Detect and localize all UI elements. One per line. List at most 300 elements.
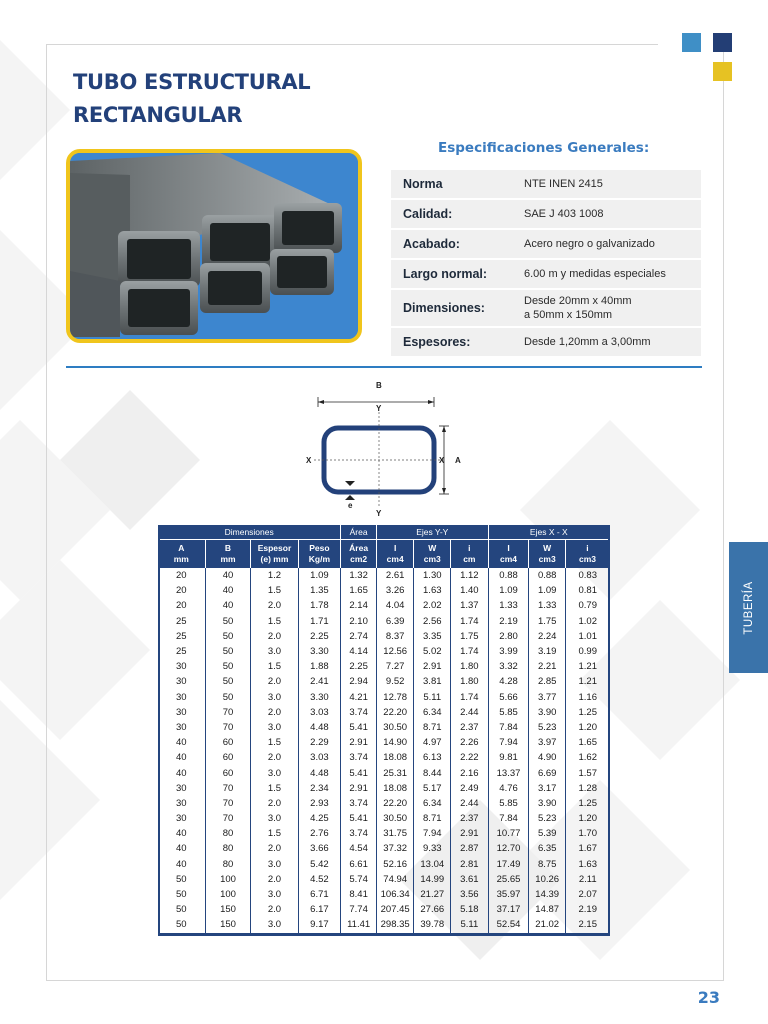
table-cell: 40 — [158, 841, 205, 856]
table-cell: 2.91 — [341, 735, 377, 750]
table-cell: 1.02 — [578, 615, 597, 627]
table-column-header-line: cm4 — [386, 554, 404, 564]
table-cell: 9.81 — [488, 750, 529, 765]
table-cell: 2.80 — [488, 629, 529, 644]
table-cell: 50 — [205, 659, 251, 674]
table-cell: 60 — [205, 750, 251, 765]
table-cell: 4.21 — [341, 690, 377, 705]
table-cell: 1.2 — [251, 568, 298, 583]
spec-value — [513, 294, 701, 322]
table-cell: 2.14 — [341, 598, 377, 613]
decor-square-navy — [713, 33, 732, 52]
table-cell: 2.21 — [529, 659, 566, 674]
table-cell: 5.85 — [488, 796, 529, 811]
table-cell: 5.39 — [529, 826, 566, 841]
table-column-header — [376, 540, 414, 569]
table-cell: 3.0 — [251, 857, 298, 872]
table-cell: 3.74 — [341, 705, 377, 720]
cross-section-diagram — [300, 378, 480, 518]
table-cell: 52.54 — [488, 917, 529, 934]
table-cell: 50 — [205, 690, 251, 705]
table-cell: 14.39 — [529, 887, 566, 902]
table-cell: 70 — [205, 705, 251, 720]
table-cell: 6.34 — [414, 796, 451, 811]
table-row — [158, 917, 610, 934]
table-column-header-line: cm4 — [500, 554, 518, 564]
table-cell: 12.56 — [376, 644, 414, 659]
dimensions-table-wrapper — [158, 525, 610, 936]
specs-table — [391, 170, 701, 358]
label-x-left: X — [306, 456, 312, 465]
table-cell: 1.5 — [251, 735, 298, 750]
table-cell: 7.74 — [341, 902, 377, 917]
table-cell: 8.37 — [376, 629, 414, 644]
table-cell: 2.15 — [565, 917, 609, 934]
table-cell: 40 — [205, 568, 251, 583]
table-cell: 37.17 — [488, 902, 529, 917]
table-cell: 1.30 — [414, 568, 451, 583]
table-cell: 1.32 — [341, 568, 377, 583]
side-tab — [729, 542, 768, 673]
table-cell: 2.37 — [451, 811, 489, 826]
table-row — [158, 811, 610, 826]
table-cell: 6.35 — [529, 841, 566, 856]
product-photo — [66, 149, 362, 343]
table-cell: 30 — [158, 720, 205, 735]
spec-label: Largo normal: — [403, 267, 488, 281]
spec-value-line: a 50mm x 150mm — [524, 309, 613, 321]
spec-row-dimensiones — [391, 290, 701, 326]
table-cell: 4.52 — [298, 872, 341, 887]
table-cell: 30 — [158, 811, 205, 826]
table-cell: 7.84 — [488, 720, 529, 735]
table-row — [158, 902, 610, 917]
table-cell: 40 — [158, 826, 205, 841]
table-column-header — [565, 540, 609, 569]
table-cell: 100 — [205, 872, 251, 887]
table-cell: 1.74 — [451, 614, 489, 629]
table-cell: 50 — [158, 872, 205, 887]
spec-label: Norma — [403, 177, 443, 191]
table-column-header — [414, 540, 451, 569]
table-cell: 5.02 — [414, 644, 451, 659]
spec-row-largo — [391, 260, 701, 288]
table-cell: 1.65 — [341, 583, 377, 598]
table-group-header: Dimensiones — [158, 525, 341, 540]
table-cell: 2.19 — [578, 904, 597, 916]
table-cell: 8.71 — [414, 720, 451, 735]
spec-value-line: 6.00 m y medidas especiales — [524, 268, 666, 280]
table-column-header-line: i — [586, 543, 589, 553]
table-cell: 30.50 — [376, 811, 414, 826]
table-cell: 1.67 — [578, 843, 597, 855]
table-column-header-line: Espesor — [257, 543, 292, 553]
table-cell: 25 — [158, 629, 205, 644]
table-cell: 5.41 — [341, 720, 377, 735]
table-cell: 3.32 — [488, 659, 529, 674]
table-cell: 50 — [158, 887, 205, 902]
table-cell: 2.74 — [341, 629, 377, 644]
table-cell: 3.0 — [251, 644, 298, 659]
table-cell: 30 — [158, 796, 205, 811]
table-cell: 12.78 — [376, 690, 414, 705]
table-cell: 7.94 — [488, 735, 529, 750]
table-column-header — [488, 540, 529, 569]
table-cell: 7.27 — [376, 659, 414, 674]
table-cell: 2.44 — [451, 705, 489, 720]
table-column-header-line: mm — [220, 554, 236, 564]
table-row — [158, 583, 610, 598]
table-cell: 1.20 — [578, 813, 597, 825]
table-cell: 8.44 — [414, 765, 451, 780]
table-cell: 2.02 — [414, 598, 451, 613]
table-cell: 80 — [205, 857, 251, 872]
table-column-header — [251, 540, 298, 569]
table-cell: 106.34 — [376, 887, 414, 902]
table-cell: 2.11 — [578, 873, 597, 885]
table-cell: 2.34 — [298, 781, 341, 796]
table-cell: 100 — [205, 887, 251, 902]
table-cell: 1.09 — [488, 583, 529, 598]
table-cell: 50 — [205, 644, 251, 659]
table-cell: 52.16 — [376, 857, 414, 872]
label-y-top: Y — [376, 404, 382, 413]
table-cell: 50 — [158, 917, 205, 934]
table-cell: 80 — [205, 826, 251, 841]
label-x-right: X — [439, 456, 445, 465]
table-column-header-line: A — [178, 543, 185, 553]
table-cell: 30.50 — [376, 720, 414, 735]
table-cell: 2.10 — [341, 614, 377, 629]
table-column-header-line: cm — [463, 554, 476, 564]
spec-label: Acabado: — [403, 237, 460, 251]
table-cell: 50 — [205, 674, 251, 689]
table-cell: 0.88 — [488, 568, 529, 583]
table-cell: 5.74 — [341, 872, 377, 887]
table-cell: 1.74 — [451, 644, 489, 659]
table-cell: 2.0 — [251, 705, 298, 720]
table-cell: 2.0 — [251, 598, 298, 613]
table-cell: 2.0 — [251, 841, 298, 856]
spec-row-acabado — [391, 230, 701, 258]
table-cell: 40 — [158, 765, 205, 780]
table-cell: 40 — [158, 735, 205, 750]
table-cell: 25.31 — [376, 765, 414, 780]
table-column-header — [341, 540, 377, 569]
table-column-header-line: (e) mm — [260, 554, 289, 564]
table-cell: 14.90 — [376, 735, 414, 750]
table-cell: 25.65 — [488, 872, 529, 887]
table-cell: 3.77 — [529, 690, 566, 705]
label-a: A — [455, 456, 461, 465]
table-cell: 8.71 — [414, 811, 451, 826]
table-cell: 1.28 — [578, 782, 597, 794]
table-row — [158, 781, 610, 796]
table-cell: 9.52 — [376, 674, 414, 689]
table-cell: 2.37 — [451, 720, 489, 735]
table-column-header-line: i — [468, 543, 471, 553]
table-cell: 10.26 — [529, 872, 566, 887]
table-row — [158, 841, 610, 856]
table-cell: 3.61 — [451, 872, 489, 887]
table-cell: 27.66 — [414, 902, 451, 917]
table-column-header-line: W — [543, 543, 552, 553]
table-cell: 2.91 — [451, 826, 489, 841]
table-cell: 1.5 — [251, 826, 298, 841]
table-cell: 4.76 — [488, 781, 529, 796]
table-cell: 6.39 — [376, 614, 414, 629]
page-number: 23 — [697, 988, 720, 1007]
table-cell: 0.81 — [578, 585, 597, 597]
table-cell: 9.17 — [298, 917, 341, 934]
table-cell: 3.90 — [529, 705, 566, 720]
table-cell: 2.22 — [451, 750, 489, 765]
table-cell: 37.32 — [376, 841, 414, 856]
table-cell: 0.88 — [529, 568, 566, 583]
table-cell: 2.0 — [251, 872, 298, 887]
table-column-header-line: cm3 — [423, 554, 441, 564]
table-cell: 1.25 — [578, 797, 597, 809]
table-cell: 70 — [205, 781, 251, 796]
table-cell: 3.74 — [341, 796, 377, 811]
table-cell: 2.49 — [451, 781, 489, 796]
spec-value — [513, 177, 701, 191]
table-cell: 1.80 — [451, 674, 489, 689]
table-cell: 3.56 — [451, 887, 489, 902]
table-cell: 40 — [205, 583, 251, 598]
table-cell: 1.5 — [251, 583, 298, 598]
table-cell: 1.12 — [451, 568, 489, 583]
table-column-header-line: I — [393, 543, 397, 553]
table-cell: 5.42 — [298, 857, 341, 872]
table-cell: 3.74 — [341, 826, 377, 841]
spec-value-line: Desde 1,20mm a 3,00mm — [524, 336, 651, 348]
table-cell: 4.48 — [298, 765, 341, 780]
table-cell: 1.75 — [529, 614, 566, 629]
table-cell: 13.04 — [414, 857, 451, 872]
table-cell: 150 — [205, 902, 251, 917]
table-group-header: Ejes X - X — [488, 525, 609, 540]
table-cell: 31.75 — [376, 826, 414, 841]
table-cell: 1.35 — [298, 583, 341, 598]
table-cell: 150 — [205, 917, 251, 934]
table-cell: 2.0 — [251, 796, 298, 811]
table-row — [158, 614, 610, 629]
table-cell: 5.66 — [488, 690, 529, 705]
table-cell: 5.17 — [414, 781, 451, 796]
table-group-header: Área — [341, 525, 377, 540]
table-cell: 1.09 — [529, 583, 566, 598]
dimensions-table — [158, 525, 610, 936]
table-row — [158, 765, 610, 780]
table-cell: 5.18 — [451, 902, 489, 917]
table-cell: 3.35 — [414, 629, 451, 644]
table-cell: 3.99 — [488, 644, 529, 659]
table-cell: 50 — [205, 614, 251, 629]
spec-row-espesores — [391, 328, 701, 356]
title-line-1: TUBO ESTRUCTURAL — [73, 70, 311, 94]
table-cell: 1.80 — [451, 659, 489, 674]
table-cell: 1.21 — [578, 676, 597, 688]
table-cell: 6.13 — [414, 750, 451, 765]
table-cell: 13.37 — [488, 765, 529, 780]
table-column-header-line: Peso — [309, 543, 330, 553]
table-cell: 1.09 — [298, 568, 341, 583]
title-line-2: RECTANGULAR — [73, 103, 243, 127]
table-cell: 1.5 — [251, 659, 298, 674]
label-e: e — [348, 501, 353, 510]
table-cell: 2.93 — [298, 796, 341, 811]
table-cell: 5.85 — [488, 705, 529, 720]
spec-value — [513, 335, 701, 349]
table-row — [158, 872, 610, 887]
table-cell: 6.71 — [298, 887, 341, 902]
table-column-header — [298, 540, 341, 569]
table-column-header-line: cm2 — [350, 554, 368, 564]
table-cell: 30 — [158, 659, 205, 674]
spec-value-line: SAE J 403 1008 — [524, 208, 604, 220]
table-cell: 1.21 — [578, 661, 597, 673]
spec-value — [513, 237, 701, 251]
table-cell: 5.23 — [529, 811, 566, 826]
table-row — [158, 629, 610, 644]
table-cell: 2.0 — [251, 629, 298, 644]
table-cell: 2.16 — [451, 765, 489, 780]
table-column-header — [451, 540, 489, 569]
table-column-header-row — [158, 540, 610, 569]
table-cell: 5.41 — [341, 765, 377, 780]
table-cell: 8.75 — [529, 857, 566, 872]
table-cell: 2.24 — [529, 629, 566, 644]
table-column-header — [529, 540, 566, 569]
table-cell: 3.30 — [298, 690, 341, 705]
table-cell: 60 — [205, 765, 251, 780]
table-cell: 3.0 — [251, 765, 298, 780]
table-cell: 2.25 — [341, 659, 377, 674]
table-cell: 1.37 — [451, 598, 489, 613]
table-column-header-line: Área — [349, 543, 369, 553]
table-cell: 1.74 — [451, 690, 489, 705]
table-group-header-row — [158, 525, 610, 540]
spec-value — [513, 207, 701, 221]
table-cell: 1.75 — [451, 629, 489, 644]
table-cell: 25 — [158, 614, 205, 629]
table-cell: 3.81 — [414, 674, 451, 689]
table-cell: 39.78 — [414, 917, 451, 934]
table-cell: 70 — [205, 796, 251, 811]
table-cell: 2.41 — [298, 674, 341, 689]
table-cell: 1.78 — [298, 598, 341, 613]
table-cell: 3.90 — [529, 796, 566, 811]
table-cell: 3.0 — [251, 690, 298, 705]
table-cell: 1.20 — [578, 721, 597, 733]
table-cell: 5.11 — [414, 690, 451, 705]
table-cell: 2.26 — [451, 735, 489, 750]
table-cell: 18.08 — [376, 750, 414, 765]
table-cell: 0.79 — [578, 600, 597, 612]
table-cell: 3.26 — [376, 583, 414, 598]
table-cell: 20 — [158, 583, 205, 598]
table-cell: 2.19 — [488, 614, 529, 629]
table-cell: 3.74 — [341, 750, 377, 765]
table-cell: 22.20 — [376, 796, 414, 811]
table-cell: 2.61 — [376, 568, 414, 583]
table-cell: 17.49 — [488, 857, 529, 872]
table-cell: 4.25 — [298, 811, 341, 826]
table-cell: 14.99 — [414, 872, 451, 887]
table-cell: 5.41 — [341, 811, 377, 826]
table-cell: 5.11 — [451, 917, 489, 934]
table-cell: 21.02 — [529, 917, 566, 934]
table-column-header-line: mm — [173, 554, 189, 564]
table-cell: 3.0 — [251, 917, 298, 934]
table-cell: 2.0 — [251, 902, 298, 917]
table-cell: 5.23 — [529, 720, 566, 735]
table-cell: 1.33 — [488, 598, 529, 613]
table-row — [158, 659, 610, 674]
table-row — [158, 887, 610, 902]
table-row — [158, 568, 610, 583]
spec-row-calidad — [391, 200, 701, 228]
table-cell: 20 — [158, 598, 205, 613]
table-cell: 3.03 — [298, 750, 341, 765]
table-row — [158, 705, 610, 720]
table-row — [158, 674, 610, 689]
spec-row-norma — [391, 170, 701, 198]
table-column-header-line: I — [507, 543, 510, 553]
table-cell: 1.63 — [578, 858, 597, 870]
table-row — [158, 644, 610, 659]
table-column-header — [205, 540, 251, 569]
table-row — [158, 857, 610, 872]
table-cell: 1.16 — [578, 691, 597, 703]
decor-square-yellow — [713, 62, 732, 81]
table-column-header-line: B — [224, 543, 232, 553]
table-cell: 50 — [205, 629, 251, 644]
table-row — [158, 598, 610, 613]
table-cell: 4.04 — [376, 598, 414, 613]
table-cell: 3.17 — [529, 781, 566, 796]
table-row — [158, 796, 610, 811]
table-cell: 2.76 — [298, 826, 341, 841]
table-cell: 1.57 — [578, 767, 597, 779]
table-cell: 30 — [158, 705, 205, 720]
table-cell: 0.83 — [578, 570, 597, 582]
table-cell: 1.5 — [251, 781, 298, 796]
table-cell: 2.85 — [529, 674, 566, 689]
table-cell: 1.25 — [578, 706, 597, 718]
table-row — [158, 750, 610, 765]
table-cell: 3.0 — [251, 811, 298, 826]
table-cell: 80 — [205, 841, 251, 856]
table-cell: 1.33 — [529, 598, 566, 613]
table-cell: 4.14 — [341, 644, 377, 659]
table-cell: 2.91 — [414, 659, 451, 674]
spec-value-line: Acero negro o galvanizado — [524, 238, 655, 250]
table-cell: 40 — [205, 598, 251, 613]
table-column-header-line: Kg/m — [308, 554, 331, 564]
table-cell: 2.29 — [298, 735, 341, 750]
table-cell: 3.19 — [529, 644, 566, 659]
table-cell: 9.33 — [414, 841, 451, 856]
table-cell: 2.0 — [251, 674, 298, 689]
table-cell: 3.03 — [298, 705, 341, 720]
spec-value — [513, 267, 701, 281]
table-cell: 7.84 — [488, 811, 529, 826]
table-cell: 1.88 — [298, 659, 341, 674]
table-cell: 14.87 — [529, 902, 566, 917]
table-cell: 22.20 — [376, 705, 414, 720]
